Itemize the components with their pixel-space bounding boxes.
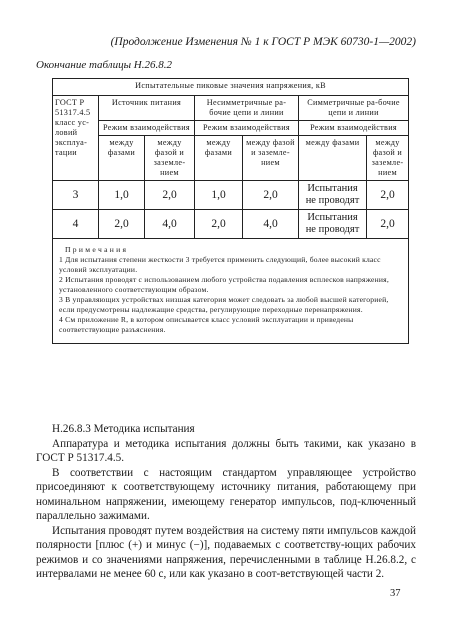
mode-header: Режим взаимодействия xyxy=(99,121,195,136)
notes-title: П р и м е ч а н и я xyxy=(65,245,127,254)
table-cell: 4,0 xyxy=(243,210,299,239)
paragraph: Аппаратура и методика испытания должны быть такими, как указано в ГОСТ Р 51317.4.5. xyxy=(36,437,416,464)
sub-header: между фазами xyxy=(195,136,243,181)
table-row xyxy=(53,210,409,239)
mode-header: Режим взаимодействия xyxy=(299,121,409,136)
paragraph: Испытания проводят путем воздействия на систему пяти импульсов каждой полярности [плюс (+) и минус (−)], подаваемых с соответству-ющих рабочих режимов и со значениями напряжения, перечисленными в таблице Н.26.8.2, с интервалами не менее 60 с, или как указано в соот-ветствующей части 2. xyxy=(36,524,416,580)
sub-header: между фазами xyxy=(299,136,367,181)
group-header-power: Источник питания xyxy=(99,96,195,121)
table-row xyxy=(53,181,409,210)
note-item: 1 Для испытания степени жесткости 3 требуется применить следующий, более высокий класс условий эксплуатации. xyxy=(59,255,381,274)
table-notes xyxy=(53,239,409,344)
table-cell: 2,0 xyxy=(243,181,299,210)
table-cell: 4 xyxy=(53,210,99,239)
sub-header: между фазой и заземле-нием xyxy=(145,136,195,181)
section-heading: Н.26.8.3 Методика испытания xyxy=(52,423,195,435)
group-header-asym: Несимметричные ра-бочие цепи и линии xyxy=(195,96,299,121)
note-item: 4 См приложение R, в котором описывается класс условий эксплуатации и приведены соответствующие разъяснения. xyxy=(59,315,354,334)
table-cell: 2,0 xyxy=(367,181,409,210)
table-cell: 1,0 xyxy=(195,181,243,210)
table-cell: 2,0 xyxy=(99,210,145,239)
body-text xyxy=(36,422,416,582)
page-header: (Продолжение Изменения № 1 к ГОСТ Р МЭК 60730-1—2002) xyxy=(110,36,416,48)
table-cell: Испытания не проводят xyxy=(299,181,367,210)
page-number: 37 xyxy=(390,588,401,599)
table-cell: 2,0 xyxy=(367,210,409,239)
table-top-header: Испытательные пиковые значения напряжения, кВ xyxy=(53,79,409,96)
sub-header: между фазами xyxy=(99,136,145,181)
note-item: 3 В управляющих устройствах низшая категория может следовать за любой высшей категорией, если предусмотрены надлежащие средства, регулирующие переходные перенапряжения. xyxy=(59,295,389,314)
table-cell: 3 xyxy=(53,181,99,210)
paragraph: В соответствии с настоящим стандартом управляющее устройство присоединяют к соответствующему источнику питания, работающему при номинальном напряжении, имеющему генератор импульсов, под-ключенный параллельно зажимами. xyxy=(36,466,416,522)
table-cell: Испытания не проводят xyxy=(299,210,367,239)
table-cell: 2,0 xyxy=(145,181,195,210)
sub-header: между фазой и заземле-нием xyxy=(367,136,409,181)
table-caption: Окончание таблицы Н.26.8.2 xyxy=(36,59,172,71)
table-cell: 4,0 xyxy=(145,210,195,239)
table-cell: 2,0 xyxy=(195,210,243,239)
table-cell: 1,0 xyxy=(99,181,145,210)
table-left-header: ГОСТ Р 51317.4.5 класс ус-ловий эксплуа-тации xyxy=(53,96,99,181)
group-header-sym: Симметричные ра-бочие цепи и линии xyxy=(299,96,409,121)
voltage-table xyxy=(52,78,409,344)
note-item: 2 Испытания проводят с использованием любого устройства подавления всплесков напряжения, установленного соответствующим образом. xyxy=(59,275,389,294)
mode-header: Режим взаимодействия xyxy=(195,121,299,136)
sub-header: между фазой и заземле-нием xyxy=(243,136,299,181)
